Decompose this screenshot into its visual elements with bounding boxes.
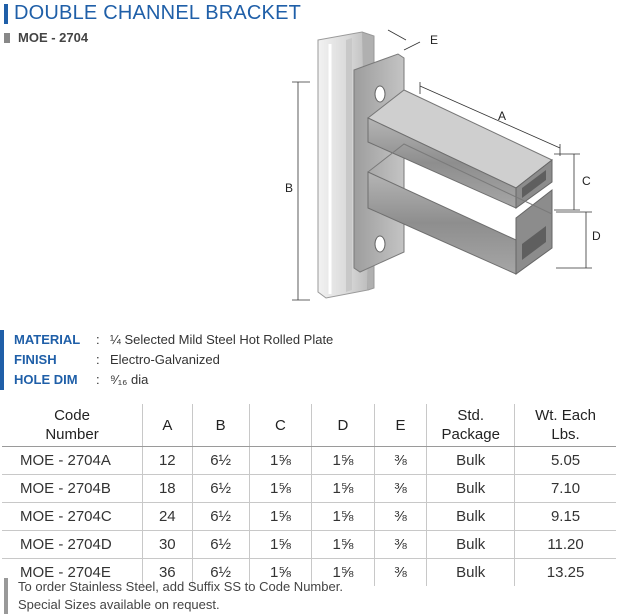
table-cell: ⅜ — [374, 447, 427, 475]
table-cell: 1⅝ — [312, 503, 375, 531]
table-cell: 1⅝ — [249, 531, 312, 559]
table-cell: 24 — [143, 503, 193, 531]
table-cell: 6½ — [192, 531, 249, 559]
table-cell: 1⅝ — [312, 475, 375, 503]
table-cell: 9.15 — [515, 503, 616, 531]
table-cell: 7.10 — [515, 475, 616, 503]
table-cell: Bulk — [427, 559, 515, 587]
table-cell: 11.20 — [515, 531, 616, 559]
table-cell: 1⅝ — [312, 531, 375, 559]
bracket-drawing — [270, 22, 630, 312]
column-header: C — [249, 404, 312, 447]
table-cell: 1⅝ — [249, 447, 312, 475]
table-cell: 6½ — [192, 447, 249, 475]
spec-colon: : — [96, 332, 100, 347]
table-cell: ⅜ — [374, 475, 427, 503]
table-cell: 12 — [143, 447, 193, 475]
dimension-label-a: A — [498, 109, 507, 123]
table-header — [2, 404, 616, 447]
table-cell: 1⅝ — [312, 559, 375, 587]
table-row — [2, 531, 616, 559]
note-special-sizes: Special Sizes available on request. — [18, 597, 220, 612]
table-cell: Bulk — [427, 447, 515, 475]
dimension-label-e: E — [430, 33, 439, 47]
spec-value: Electro-Galvanized — [110, 352, 220, 367]
spec-colon: : — [96, 372, 100, 387]
column-header: B — [192, 404, 249, 447]
column-header: Wt. Each Lbs. — [515, 404, 616, 447]
spec-colon: : — [96, 352, 100, 367]
table-cell: Bulk — [427, 475, 515, 503]
table-cell: MOE - 2704B — [2, 475, 143, 503]
column-header: Code Number — [2, 404, 143, 447]
table-body — [2, 447, 616, 587]
table-cell: 1⅝ — [312, 447, 375, 475]
table-cell: 6½ — [192, 559, 249, 587]
spec-value: ⁹⁄₁₆ dia — [110, 372, 149, 387]
spec-list — [0, 330, 333, 390]
spec-value: ¼ Selected Mild Steel Hot Rolled Plate — [110, 332, 334, 347]
table-cell: MOE - 2704D — [2, 531, 143, 559]
table-cell: 5.05 — [515, 447, 616, 475]
dimension-label-c: C — [582, 174, 591, 188]
title-accent-bar — [4, 4, 8, 24]
table-header-row — [2, 404, 616, 447]
table-cell: Bulk — [427, 503, 515, 531]
product-code-title: MOE - 2704 — [18, 30, 89, 45]
spec-row-hole-dim — [14, 370, 333, 390]
title-row — [4, 2, 301, 25]
page-title: DOUBLE CHANNEL BRACKET — [14, 2, 302, 24]
table-row — [2, 503, 616, 531]
spec-row-material — [14, 330, 333, 350]
dimension-label-d: D — [592, 229, 601, 243]
spec-label: MATERIAL — [14, 332, 81, 347]
column-header: Std. Package — [427, 404, 515, 447]
spec-row-finish — [14, 350, 333, 370]
note-stainless: To order Stainless Steel, add Suffix SS to Code Number. — [18, 579, 343, 594]
table-cell: MOE - 2704C — [2, 503, 143, 531]
table-cell: 13.25 — [515, 559, 616, 587]
table-cell: 30 — [143, 531, 193, 559]
table-cell: 1⅝ — [249, 559, 312, 587]
column-header: D — [312, 404, 375, 447]
table-cell: 18 — [143, 475, 193, 503]
table-cell: ⅜ — [374, 531, 427, 559]
subtitle-row — [4, 30, 88, 45]
table-row — [2, 447, 616, 475]
table-cell: ⅜ — [374, 503, 427, 531]
subtitle-marker — [4, 33, 10, 43]
order-notes — [4, 578, 343, 614]
table-cell: 6½ — [192, 475, 249, 503]
table-cell: MOE - 2704A — [2, 447, 143, 475]
table-row — [2, 475, 616, 503]
spec-label: HOLE DIM — [14, 372, 78, 387]
table-cell: ⅜ — [374, 559, 427, 587]
column-header: A — [143, 404, 193, 447]
column-header: E — [374, 404, 427, 447]
table-cell: 6½ — [192, 503, 249, 531]
dimension-label-b: B — [285, 181, 294, 195]
table-cell: MOE - 2704E — [20, 564, 111, 581]
table-cell: 1⅝ — [249, 503, 312, 531]
table-cell: 36 — [143, 559, 193, 587]
product-table — [2, 404, 616, 586]
table-cell: Bulk — [427, 531, 515, 559]
table-cell: 1⅝ — [249, 475, 312, 503]
spec-label: FINISH — [14, 352, 57, 367]
